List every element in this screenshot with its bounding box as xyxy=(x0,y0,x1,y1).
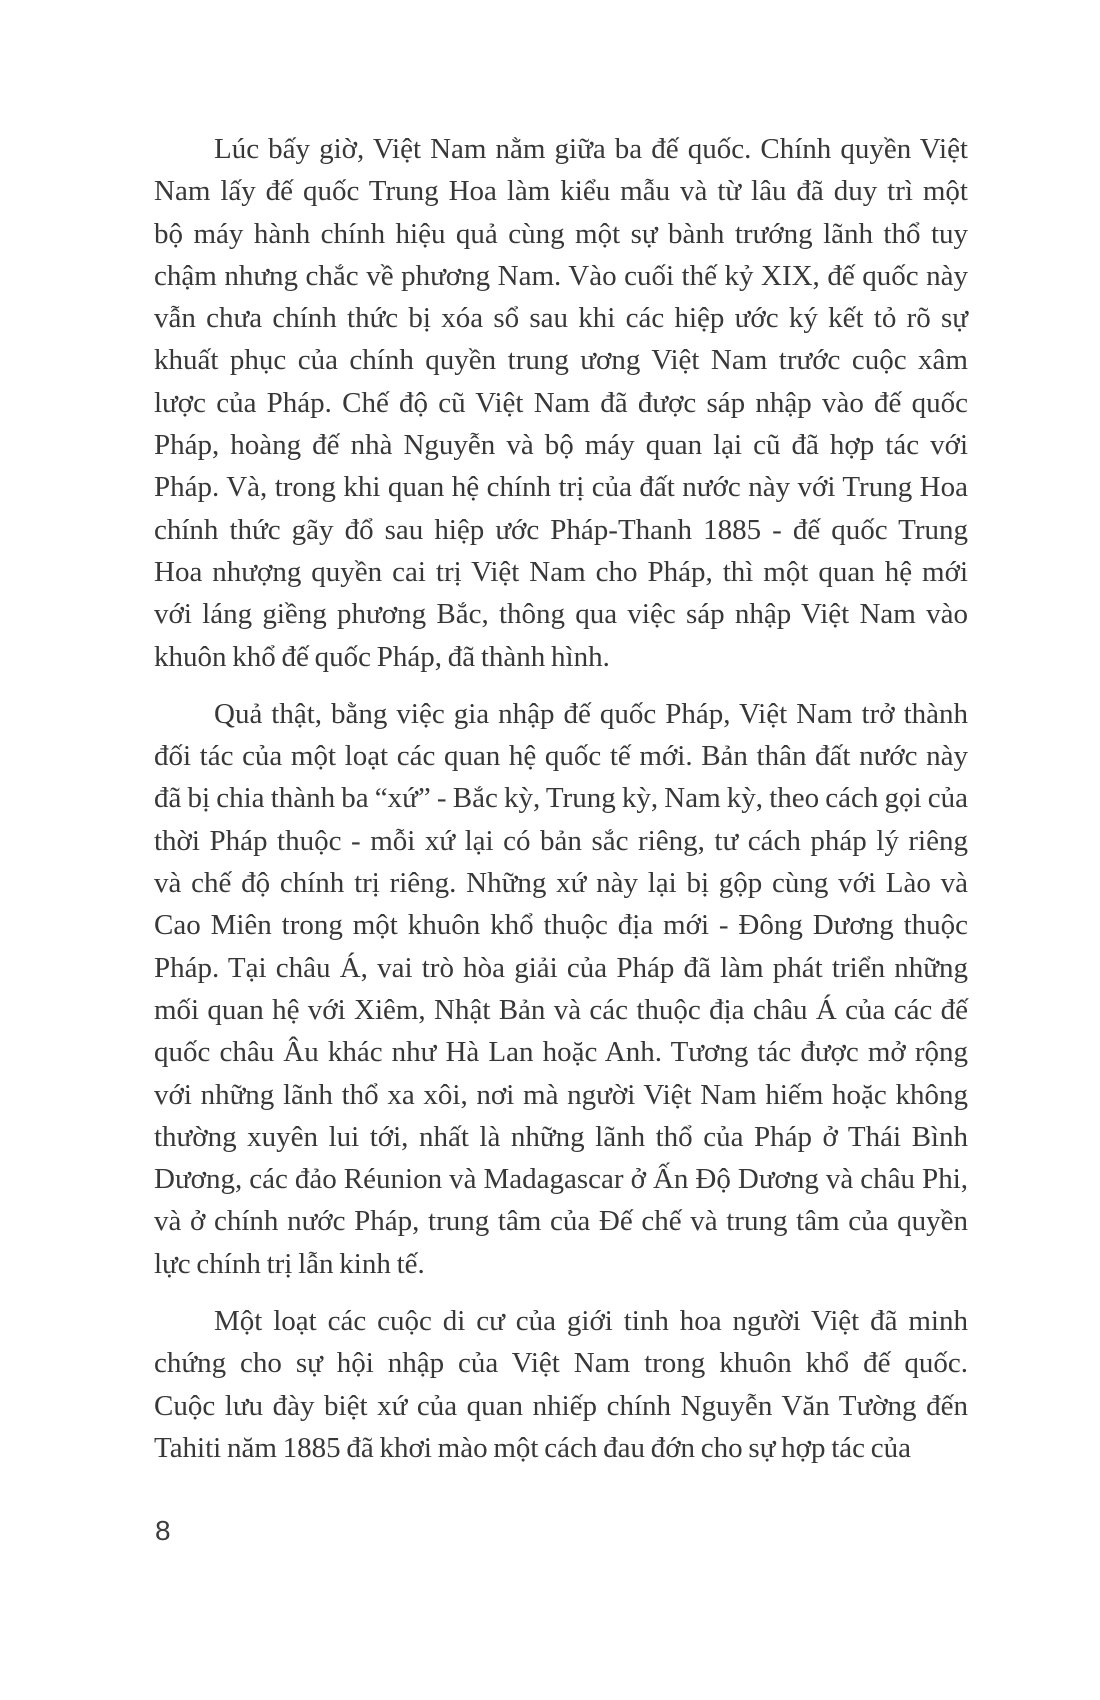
text-line: Pháp. Tại châu Á, vai trò hòa giải của Pháp đã làm phát triển những xyxy=(154,951,968,984)
paragraph xyxy=(154,128,968,678)
paragraph xyxy=(154,1300,968,1469)
text-line: Hoa nhượng quyền cai trị Việt Nam cho Pháp, thì một quan hệ mới xyxy=(154,555,968,588)
text-line: Cuộc lưu đày biệt xứ của quan nhiếp chính Nguyễn Văn Tường đến xyxy=(154,1389,968,1422)
text-line: và ở chính nước Pháp, trung tâm của Đế chế và trung tâm của quyền xyxy=(154,1205,968,1238)
text-line: khuôn khổ đế quốc Pháp, đã thành hình. xyxy=(154,640,610,673)
text-line: Một loạt các cuộc di cư của giới tinh hoa người Việt đã minh xyxy=(214,1305,968,1338)
text-line: mối quan hệ với Xiêm, Nhật Bản và các thuộc địa châu Á của các đế xyxy=(154,993,968,1026)
text-line: lực chính trị lẫn kinh tế. xyxy=(154,1247,425,1280)
text-line: Pháp, hoàng đế nhà Nguyễn và bộ máy quan lại cũ đã hợp tác với xyxy=(154,429,968,462)
text-line: thời Pháp thuộc - mỗi xứ lại có bản sắc riêng, tư cách pháp lý riêng xyxy=(154,824,968,857)
text-line: Cao Miên trong một khuôn khổ thuộc địa mới - Đông Dương thuộc xyxy=(154,909,968,942)
paragraph xyxy=(154,693,968,1285)
text-line: Pháp. Và, trong khi quan hệ chính trị của đất nước này với Trung Hoa xyxy=(154,471,968,504)
text-line: đối tác của một loạt các quan hệ quốc tế mới. Bản thân đất nước này xyxy=(154,740,968,773)
text-line: Lúc bấy giờ, Việt Nam nằm giữa ba đế quốc. Chính quyền Việt xyxy=(214,133,968,165)
text-line: và chế độ chính trị riêng. Những xứ này lại bị gộp cùng với Lào và xyxy=(154,867,968,900)
text-line: với những lãnh thổ xa xôi, nơi mà người Việt Nam hiếm hoặc không xyxy=(154,1078,968,1111)
text-line: thường xuyên lui tới, nhất là những lãnh thổ của Pháp ở Thái Bình xyxy=(154,1120,968,1153)
text-line: vẫn chưa chính thức bị xóa sổ sau khi các hiệp ước ký kết tỏ rõ sự xyxy=(154,302,968,335)
text-line: lược của Pháp. Chế độ cũ Việt Nam đã được sáp nhập vào đế quốc xyxy=(154,386,968,419)
text-line: đã bị chia thành ba “xứ” - Bắc kỳ, Trung kỳ, Nam kỳ, theo cách gọi của xyxy=(154,782,968,815)
text-line: bộ máy hành chính hiệu quả cùng một sự bành trướng lãnh thổ tuy xyxy=(154,217,968,250)
body-text xyxy=(154,128,968,1484)
text-line: Quả thật, bằng việc gia nhập đế quốc Pháp, Việt Nam trở thành xyxy=(214,697,968,730)
text-line: với láng giềng phương Bắc, thông qua việc sáp nhập Việt Nam vào xyxy=(154,598,968,631)
text-line: Dương, các đảo Réunion và Madagascar ở Ấn Độ Dương và châu Phi, xyxy=(154,1163,968,1196)
text-line: chậm nhưng chắc về phương Nam. Vào cuối thế kỷ XIX, đế quốc này xyxy=(154,259,968,292)
text-line: Nam lấy đế quốc Trung Hoa làm kiểu mẫu và từ lâu đã duy trì một xyxy=(154,175,968,208)
page-number: 8 xyxy=(155,1515,171,1546)
text-line: chính thức gãy đổ sau hiệp ước Pháp-Thanh 1885 - đế quốc Trung xyxy=(154,513,968,546)
text-line: chứng cho sự hội nhập của Việt Nam trong khuôn khổ đế quốc. xyxy=(154,1347,968,1380)
text-line: Tahiti năm 1885 đã khơi mào một cách đau đớn cho sự hợp tác của xyxy=(154,1431,912,1464)
text-line: quốc châu Âu khác như Hà Lan hoặc Anh. Tương tác được mở rộng xyxy=(154,1036,968,1069)
text-line: khuất phục của chính quyền trung ương Việt Nam trước cuộc xâm xyxy=(154,344,968,377)
